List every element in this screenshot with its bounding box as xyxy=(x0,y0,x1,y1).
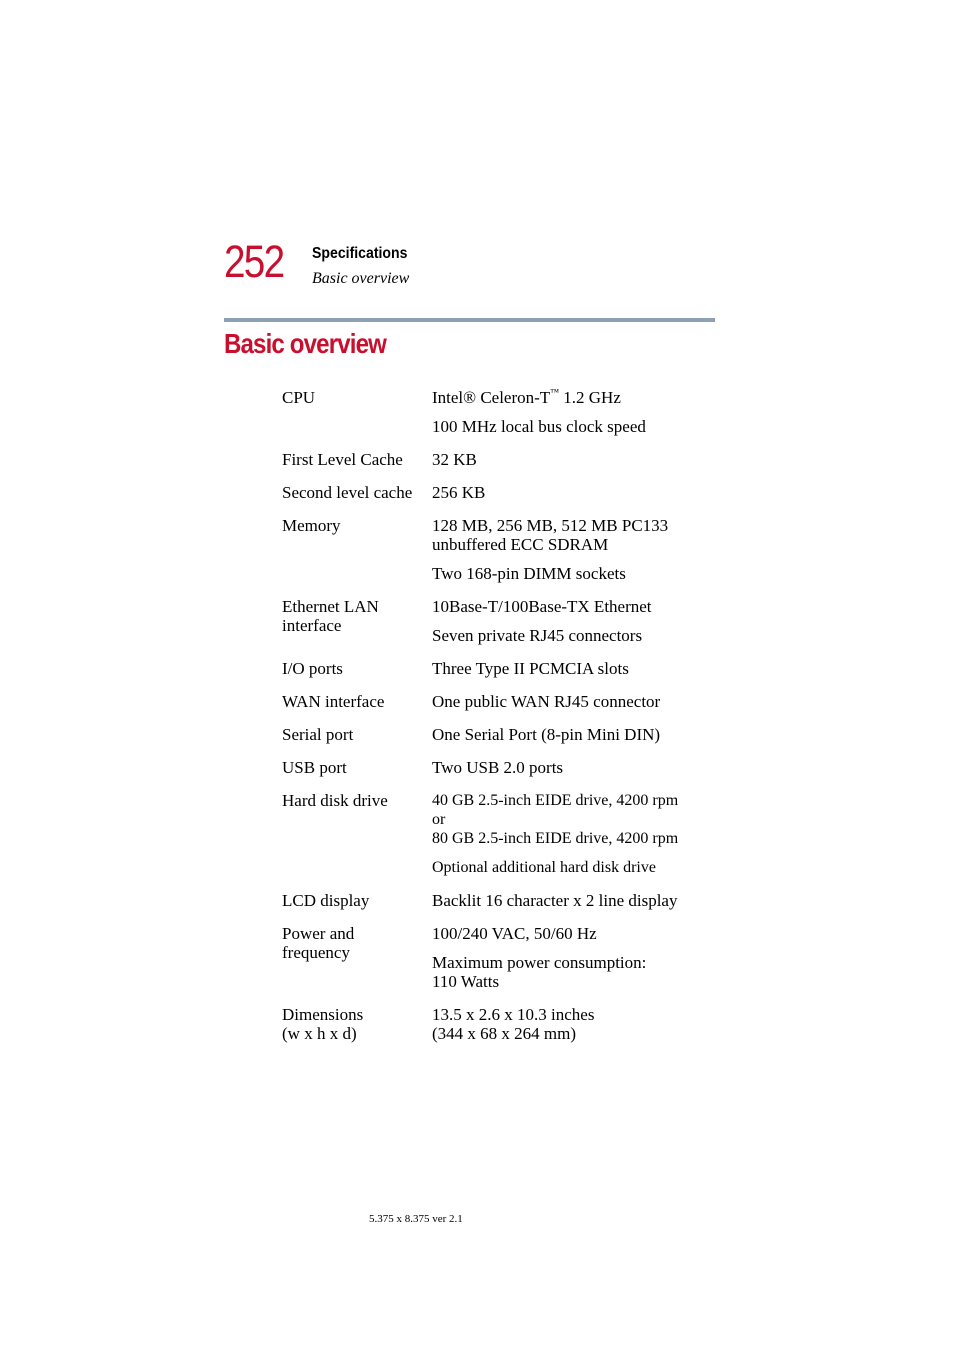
spec-label: USB port xyxy=(282,758,347,777)
spec-label: LCD display xyxy=(282,891,370,910)
spec-value: Maximum power consumption: 110 Watts xyxy=(432,953,647,991)
spec-values xyxy=(432,692,712,711)
spec-value-cpu xyxy=(432,388,712,407)
spec-value: 128 MB, 256 MB, 512 MB PC133 unbuffered ECC SDRAM xyxy=(432,516,669,554)
spec-row xyxy=(282,450,712,469)
spec-row-cpu xyxy=(282,388,712,436)
spec-value: Seven private RJ45 connectors xyxy=(432,626,643,645)
spec-value: Three Type II PCMCIA slots xyxy=(432,659,629,678)
spec-value: One public WAN RJ45 connector xyxy=(432,692,661,711)
spec-value: 32 KB xyxy=(432,450,477,469)
spec-value: 10Base-T/100Base-TX Ethernet xyxy=(432,597,652,616)
spec-label: Power and frequency xyxy=(282,924,355,962)
header-rule xyxy=(224,318,715,322)
spec-values xyxy=(432,450,712,469)
spec-values xyxy=(432,516,712,583)
spec-values xyxy=(432,388,712,436)
cpu-name: Intel® Celeron-T xyxy=(432,388,551,407)
spec-value: Optional additional hard disk drive xyxy=(432,859,656,876)
spec-values xyxy=(432,758,712,777)
spec-label: Second level cache xyxy=(282,483,413,502)
spec-label: I/O ports xyxy=(282,659,343,678)
spec-row xyxy=(282,516,712,583)
spec-row xyxy=(282,659,712,678)
spec-values xyxy=(432,791,712,877)
spec-rows xyxy=(282,450,712,1043)
spec-values xyxy=(432,891,712,910)
spec-label: Ethernet LAN interface xyxy=(282,597,379,635)
spec-value: Backlit 16 character x 2 line display xyxy=(432,891,678,910)
spec-row xyxy=(282,1005,712,1043)
spec-value: Two 168-pin DIMM sockets xyxy=(432,564,626,583)
spec-row xyxy=(282,692,712,711)
spec-label: Dimensions (w x h x d) xyxy=(282,1005,364,1043)
spec-row xyxy=(282,758,712,777)
spec-value: 100/240 VAC, 50/60 Hz xyxy=(432,924,597,943)
trademark-symbol: ™ xyxy=(550,387,560,397)
spec-row xyxy=(282,597,712,645)
running-header-chapter: Specifications xyxy=(312,245,408,262)
section-title: Basic overview xyxy=(224,328,386,359)
spec-values xyxy=(432,659,712,678)
spec-values xyxy=(432,725,712,744)
spec-label: Memory xyxy=(282,516,341,535)
spec-label: Hard disk drive xyxy=(282,791,388,810)
page-number: 252 xyxy=(224,236,284,287)
spec-values xyxy=(432,597,712,645)
spec-row xyxy=(282,791,712,877)
spec-values xyxy=(432,483,712,502)
spec-values xyxy=(432,1005,712,1043)
spec-label: First Level Cache xyxy=(282,450,403,469)
spec-label: CPU xyxy=(282,388,316,407)
spec-label: Serial port xyxy=(282,725,354,744)
spec-row xyxy=(282,891,712,910)
spec-value: 13.5 x 2.6 x 10.3 inches (344 x 68 x 264 mm) xyxy=(432,1005,595,1043)
spec-label: WAN interface xyxy=(282,692,385,711)
spec-value: 256 KB xyxy=(432,483,486,502)
spec-row xyxy=(282,924,712,991)
spec-value-bus: 100 MHz local bus clock speed xyxy=(432,417,646,436)
spec-value: Two USB 2.0 ports xyxy=(432,758,564,777)
spec-row xyxy=(282,725,712,744)
spec-table xyxy=(282,388,712,1057)
footer-note: 5.375 x 8.375 ver 2.1 xyxy=(369,1213,463,1225)
spec-values xyxy=(432,924,712,991)
spec-value: One Serial Port (8-pin Mini DIN) xyxy=(432,725,661,744)
spec-value: 40 GB 2.5-inch EIDE drive, 4200 rpm or 80 GB 2.5-inch EIDE drive, 4200 rpm xyxy=(432,792,679,847)
spec-row xyxy=(282,483,712,502)
running-header-section: Basic overview xyxy=(312,270,410,287)
cpu-speed: 1.2 GHz xyxy=(559,388,621,407)
